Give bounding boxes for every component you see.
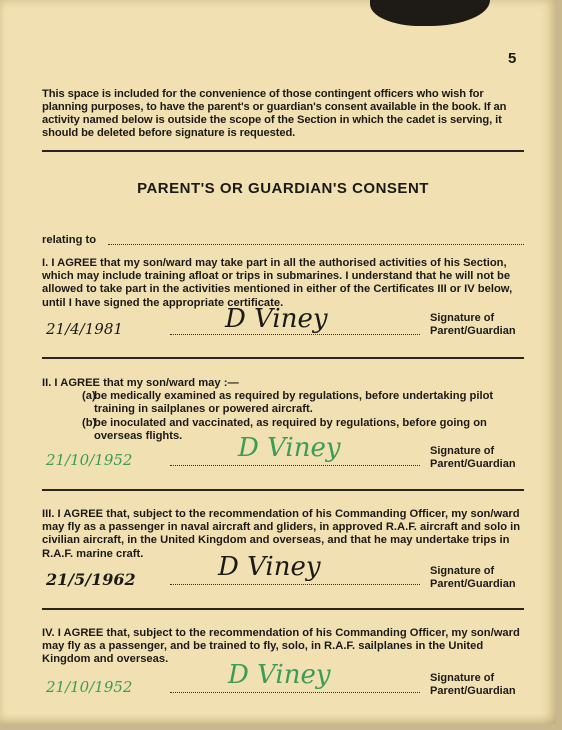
section-1-signature-label: Signature of Parent/Guardian — [430, 312, 516, 337]
section-2-date: 21/10/1952 — [46, 451, 133, 469]
section-3-date: 21/5/1962 — [46, 570, 136, 589]
divider — [42, 150, 524, 152]
relating-to-label: relating to — [42, 234, 97, 246]
section-2-item-a: (a) be medically examined as required by regulations, before undertaking pilot training in sailplanes or powered aircraft. — [82, 390, 494, 416]
relating-to-line — [108, 244, 524, 245]
relating-to-row — [42, 234, 524, 246]
section-4-signature: D Viney — [228, 660, 331, 690]
section-1-text: I. I AGREE that my son/ward may take part in all the authorised activities of his Section, which may include training afloat or trips in submarines. I understand that he will not be allowed to take part in the activities mentioned in either of the Certificates III or IV below, until I have signed the appropriate certificate. — [42, 257, 513, 309]
section-2-signature-label: Signature of Parent/Guardian — [430, 445, 516, 470]
section-1-date: 21/4/1981 — [46, 320, 123, 338]
section-3-signature: D Viney — [218, 552, 321, 582]
section-2-item-b: (b) be inoculated and vaccinated, as required by regulations, before going on overseas flights. — [82, 416, 487, 442]
page-title: PARENT'S OR GUARDIAN'S CONSENT — [137, 180, 429, 197]
ink-stain — [370, 0, 490, 26]
section-1-signature: D Viney — [225, 304, 328, 334]
section-4-signature-label: Signature of Parent/Guardian — [430, 672, 516, 697]
section-3-signature-line — [170, 584, 420, 585]
section-3-text: III. I AGREE that, subject to the recommendation of his Commanding Officer, my son/ward may fly as a passenger in naval aircraft and gliders, in approved R.A.F. aircraft and solo in civilian aircraft, in the United Kingdom and overseas, and that he may undertake trips in R.A.F. marine craft. — [42, 508, 521, 560]
section-1-signature-line — [170, 334, 420, 335]
divider — [42, 357, 524, 359]
divider — [42, 608, 524, 610]
intro-paragraph: This space is included for the convenience of those contingent officers who wish for planning purposes, to have the parent's or guardian's consent available in the book. If an activity named below is outside the scope of the Section in which the cadet is serving, it should be deleted before signature is requested. — [42, 88, 507, 139]
section-2-signature-line — [170, 465, 420, 466]
section-4-signature-line — [170, 692, 420, 693]
section-4-date: 21/10/1952 — [46, 678, 133, 696]
section-4-text: IV. I AGREE that, subject to the recommendation of his Commanding Officer, my son/ward may fly as a passenger, and be trained to fly, solo, in R.A.F. sailplanes in the United Kingdom and overseas. — [42, 627, 520, 666]
section-2-signature: D Viney — [238, 433, 341, 463]
page-number: 5 — [508, 50, 517, 67]
divider — [42, 489, 524, 491]
section-2-text: II. I AGREE that my son/ward may :— — [42, 377, 239, 389]
section-3-signature-label: Signature of Parent/Guardian — [430, 565, 516, 590]
